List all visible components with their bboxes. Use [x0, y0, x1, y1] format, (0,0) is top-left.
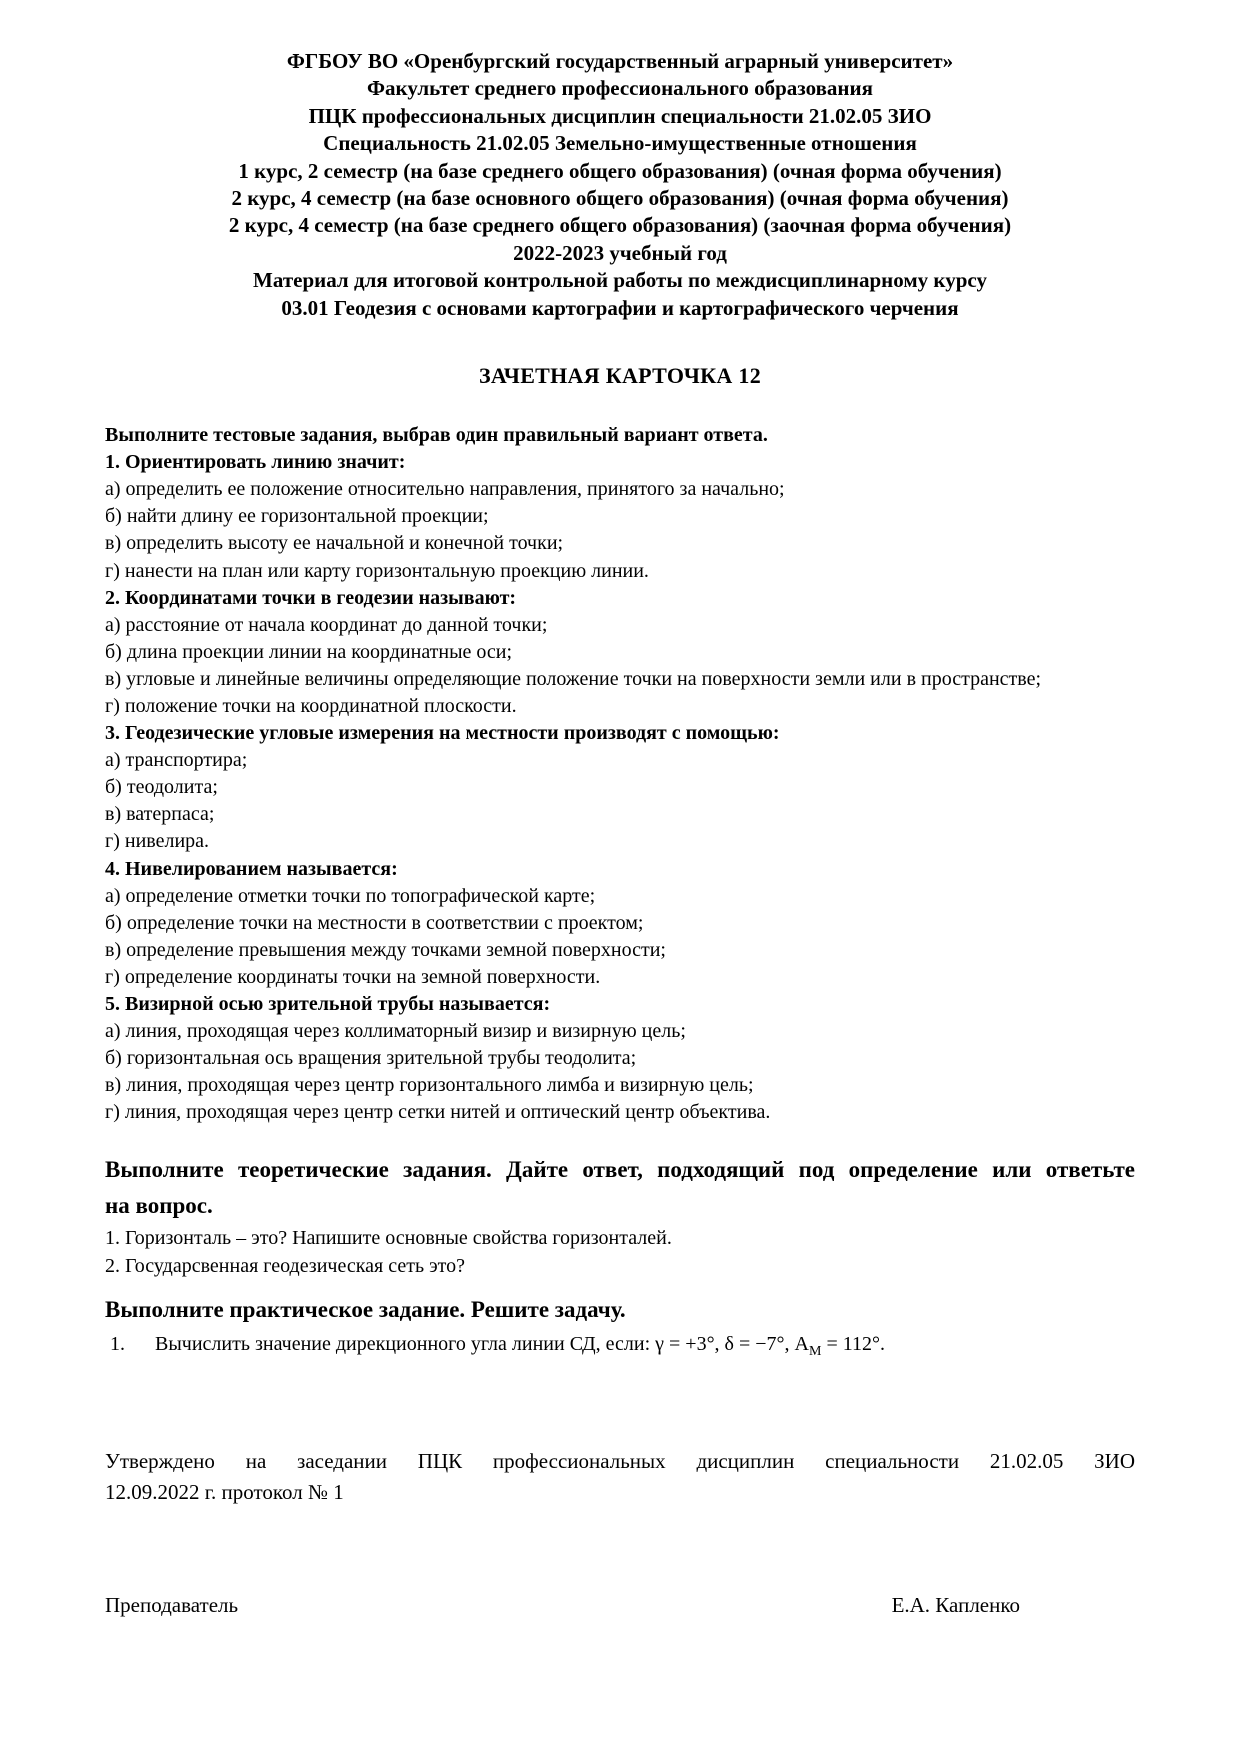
question-title: 1. Ориентировать линию значит:: [105, 451, 406, 474]
approval-line-2: 12.09.2022 г. протокол № 1: [105, 1479, 344, 1504]
signature-row: [105, 1591, 1135, 1619]
question-option-v: в) угловые и линейные величины определяющие положение точки на поверхности земли или в пространстве;: [105, 667, 1042, 690]
question-option-v: в) определить высоту ее начальной и конечной точки;: [105, 532, 564, 555]
approval-line-1: Утверждено на заседании ПЦК профессиональных дисциплин специальности 21.02.05 ЗИО: [105, 1448, 1135, 1473]
question-2: [105, 585, 1135, 720]
approval-block: [105, 1446, 1135, 1508]
question-1: [105, 449, 1135, 584]
practice-item-text-main: Вычислить значение дирекционного угла линии СД, если: γ = +3°, δ = −7°, А: [155, 1332, 809, 1355]
header-line-pck: ПЦК профессиональных дисциплин специальности 21.02.05 ЗИО: [308, 103, 932, 128]
theory-item-1: 1. Горизонталь – это? Напишите основные свойства горизонталей.: [105, 1226, 672, 1249]
document-header: [105, 48, 1135, 322]
question-option-b: б) длина проекции линии на координатные оси;: [105, 640, 513, 663]
question-title: 4. Нивелированием называется:: [105, 857, 398, 880]
question-option-g: г) линия, проходящая через центр сетки нитей и оптический центр объектива.: [105, 1101, 771, 1124]
document-content: [105, 48, 1135, 1619]
theory-heading-line-1: Выполните теоретические задания. Дайте ответ, подходящий под определение или ответьте: [105, 1156, 1135, 1182]
header-line-course-3: 2 курс, 4 семестр (на базе среднего общего образования) (заочная форма обучения): [228, 213, 1012, 238]
question-option-g: г) нивелира.: [105, 830, 210, 853]
question-4: [105, 856, 1135, 991]
header-line-faculty: Факультет среднего профессионального образования: [367, 76, 873, 101]
question-option-b: б) определение точки на местности в соответствии с проектом;: [105, 911, 644, 934]
test-intro: Выполните тестовые задания, выбрав один правильный вариант ответа.: [105, 424, 768, 447]
header-line-course-1: 1 курс, 2 семестр (на базе среднего общего образования) (очная форма обучения): [238, 158, 1002, 183]
practice-item-subscript: М: [808, 1343, 822, 1359]
header-line-university: ФГБОУ ВО «Оренбургский государственный аграрный университет»: [286, 49, 954, 73]
question-option-v: в) ватерпаса;: [105, 803, 215, 826]
signature-role: Преподаватель: [105, 1592, 239, 1617]
theory-heading-line-2: на вопрос.: [105, 1192, 213, 1218]
question-option-g: г) определение координаты точки на земной поверхности.: [105, 965, 601, 988]
header-line-specialty: Специальность 21.02.05 Земельно-имущественные отношения: [323, 131, 917, 156]
practice-section-heading: Выполните практическое задание. Решите задачу.: [105, 1296, 626, 1322]
question-option-a: а) расстояние от начала координат до данной точки;: [105, 613, 548, 636]
header-line-discipline: 03.01 Геодезия с основами картографии и картографического черчения: [281, 295, 959, 320]
question-option-a: а) транспортира;: [105, 749, 248, 772]
header-line-material: Материал для итоговой контрольной работы по междисциплинарному курсу: [253, 268, 987, 293]
practice-item: [105, 1331, 1135, 1358]
header-line-year: 2022-2023 учебный год: [513, 240, 727, 265]
header-line-course-2: 2 курс, 4 семестр (на базе основного общего образования) (очная форма обучения): [231, 186, 1009, 211]
question-3: [105, 720, 1135, 855]
question-option-a: а) линия, проходящая через коллиматорный визир и визирную цель;: [105, 1020, 686, 1043]
theory-section-heading: [105, 1152, 1135, 1224]
question-option-v: в) определение превышения между точками земной поверхности;: [105, 938, 666, 961]
question-title: 5. Визирной осью зрительной трубы называется:: [105, 993, 551, 1016]
signature-name: Е.А. Капленко: [891, 1592, 1020, 1617]
card-title: ЗАЧЕТНАЯ КАРТОЧКА 12: [478, 363, 762, 389]
theory-items: [105, 1224, 1135, 1280]
practice-item-text-tail: = 112°.: [821, 1332, 885, 1355]
question-option-a: а) определение отметки точки по топографической карте;: [105, 884, 596, 907]
question-option-a: а) определить ее положение относительно направления, принятого за начально;: [105, 478, 785, 501]
practice-item-number: 1.: [110, 1332, 125, 1355]
question-option-b: б) найти длину ее горизонтальной проекции;: [105, 505, 489, 528]
question-title: 2. Координатами точки в геодезии называют:: [105, 586, 517, 609]
question-5: [105, 991, 1135, 1126]
theory-item-2: 2. Государсвенная геодезическая сеть это?: [105, 1254, 466, 1277]
question-option-b: б) горизонтальная ось вращения зрительной трубы теодолита;: [105, 1047, 637, 1070]
question-title: 3. Геодезические угловые измерения на местности производят с помощью:: [105, 722, 780, 745]
question-option-g: г) положение точки на координатной плоскости.: [105, 695, 517, 717]
question-option-b: б) теодолита;: [105, 776, 218, 799]
test-section: [105, 422, 1135, 1126]
question-option-v: в) линия, проходящая через центр горизонтального лимба и визирную цель;: [105, 1074, 754, 1097]
practice-item-text: [155, 1331, 885, 1358]
question-option-g: г) нанести на план или карту горизонтальную проекцию линии.: [105, 559, 649, 582]
